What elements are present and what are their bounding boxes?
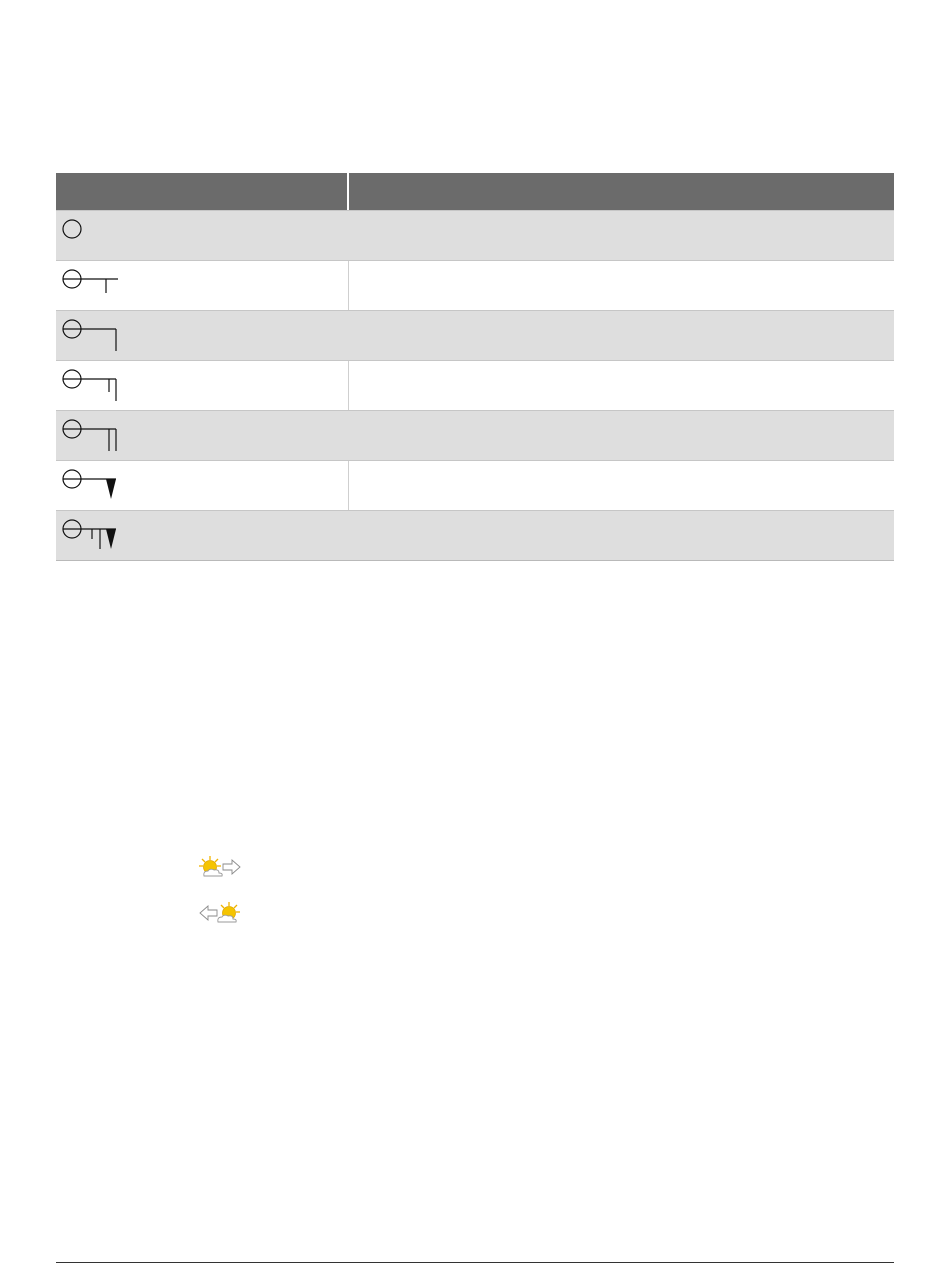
table-row xyxy=(56,360,894,410)
header-symbol-cell xyxy=(56,173,349,210)
table-row xyxy=(56,210,894,260)
wind-calm-icon xyxy=(60,217,140,257)
table-header xyxy=(56,173,894,210)
table-row xyxy=(56,460,894,510)
wind-20kt-barb-icon xyxy=(60,417,140,457)
header-description-cell xyxy=(349,173,894,210)
table-row xyxy=(56,310,894,360)
wind-65kt-pennant-icon xyxy=(60,517,140,557)
row-description xyxy=(349,361,894,410)
wind-50kt-pennant-icon xyxy=(60,467,140,507)
row-description xyxy=(349,311,894,360)
row-description xyxy=(349,461,894,510)
footer-rule xyxy=(56,1262,894,1263)
wind-barb-table xyxy=(56,173,894,561)
table-row xyxy=(56,510,894,560)
row-description xyxy=(349,261,894,310)
row-description xyxy=(349,411,894,460)
wind-15kt-barb-icon xyxy=(60,367,140,407)
row-description xyxy=(349,211,894,260)
row-description xyxy=(349,511,894,560)
wind-5kt-barb-icon xyxy=(60,267,140,307)
improving-weather-icon xyxy=(196,854,244,880)
table-row xyxy=(56,410,894,460)
worsening-weather-icon xyxy=(196,900,244,926)
wind-10kt-barb-icon xyxy=(60,317,140,357)
table-row xyxy=(56,260,894,310)
